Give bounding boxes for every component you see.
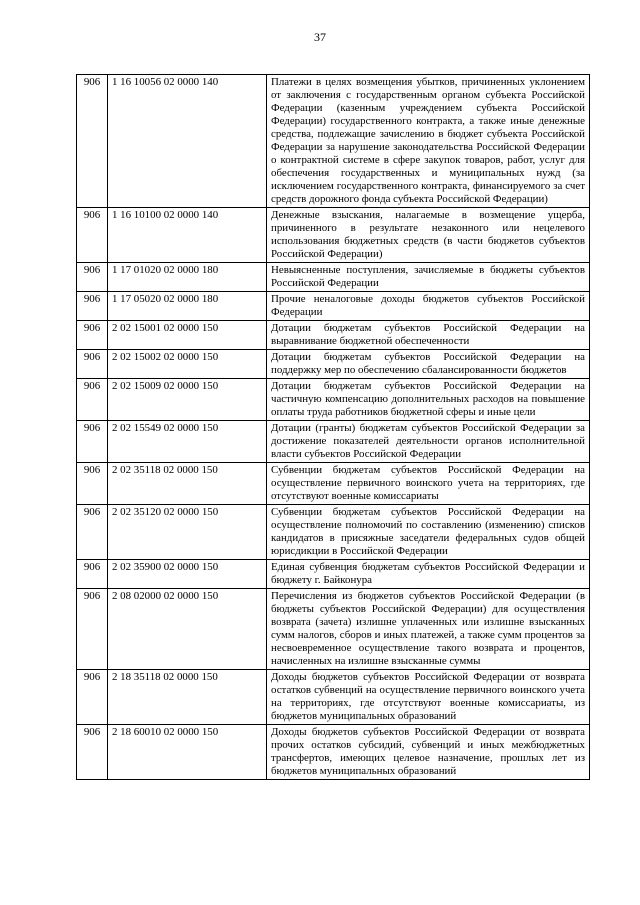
income-name-cell: Прочие неналоговые доходы бюджетов субъектов Российской Федерации (267, 292, 590, 321)
table-row (77, 421, 590, 463)
income-name-cell: Невыясненные поступления, зачисляемые в бюджеты субъектов Российской Федерации (267, 263, 590, 292)
income-name-cell: Дотации (гранты) бюджетам субъектов Российской Федерации за достижение показателей деятельности органов исполнительной власти субъектов Российской Федерации (267, 421, 590, 463)
table-row (77, 75, 590, 208)
admin-code-cell: 906 (77, 379, 108, 421)
admin-code-cell: 906 (77, 263, 108, 292)
income-code-cell: 2 02 15001 02 0000 150 (108, 321, 267, 350)
table-row (77, 321, 590, 350)
table-row (77, 725, 590, 780)
income-code-cell: 2 02 15002 02 0000 150 (108, 350, 267, 379)
table-row (77, 350, 590, 379)
income-code-cell: 2 02 35900 02 0000 150 (108, 560, 267, 589)
income-code-cell: 2 02 35118 02 0000 150 (108, 463, 267, 505)
income-name-cell: Субвенции бюджетам субъектов Российской Федерации на осуществление первичного воинского учета на территориях, где отсутствуют военные комиссариаты (267, 463, 590, 505)
income-code-cell: 1 17 05020 02 0000 180 (108, 292, 267, 321)
income-code-cell: 2 02 35120 02 0000 150 (108, 505, 267, 560)
income-name-cell: Дотации бюджетам субъектов Российской Федерации на частичную компенсацию дополнительных расходов на повышение оплаты труда работников бюджетной сферы и иные цели (267, 379, 590, 421)
table-row (77, 263, 590, 292)
income-name-cell: Перечисления из бюджетов субъектов Российской Федерации (в бюджеты субъектов Российской Федерации) для осуществления возврата (зачета) излишне уплаченных или излишне взысканных сумм налогов, сборов и иных платежей, а также сумм процентов за несвоевременное осуществление такого возврата и процентов, начисленных на излишне взысканные суммы (267, 589, 590, 670)
admin-code-cell: 906 (77, 208, 108, 263)
income-name-cell: Платежи в целях возмещения убытков, причиненных уклонением от заключения с государственным органом субъекта Российской Федерации (казенным учреждением субъекта Российской Федерации) государственного контракта, а также иные денежные средства, подлежащие зачислению в бюджет субъекта Российской Федерации за нарушение законодательства Российской Федерации о контрактной системе в сфере закупок товаров, работ, услуг для обеспечения государственных и муниципальных нужд (за исключением государственного контракта, финансируемого за счет средств дорожного фонда субъекта Российской Федерации) (267, 75, 590, 208)
admin-code-cell: 906 (77, 463, 108, 505)
admin-code-cell: 906 (77, 421, 108, 463)
income-code-cell: 2 08 02000 02 0000 150 (108, 589, 267, 670)
income-name-cell: Денежные взыскания, налагаемые в возмещение ущерба, причиненного в результате незаконного или нецелевого использования бюджетных средств (в части бюджетов субъектов Российской Федерации) (267, 208, 590, 263)
income-code-cell: 2 18 60010 02 0000 150 (108, 725, 267, 780)
table-row (77, 505, 590, 560)
income-code-cell: 1 17 01020 02 0000 180 (108, 263, 267, 292)
income-name-cell: Субвенции бюджетам субъектов Российской Федерации на осуществление полномочий по составлению (изменению) списков кандидатов в присяжные заседатели федеральных судов общей юрисдикции в Российской Федерации (267, 505, 590, 560)
table-row (77, 670, 590, 725)
admin-code-cell: 906 (77, 589, 108, 670)
admin-code-cell: 906 (77, 75, 108, 208)
income-code-cell: 2 02 15009 02 0000 150 (108, 379, 267, 421)
admin-code-cell: 906 (77, 505, 108, 560)
admin-code-cell: 906 (77, 670, 108, 725)
admin-code-cell: 906 (77, 321, 108, 350)
admin-code-cell: 906 (77, 725, 108, 780)
income-name-cell: Дотации бюджетам субъектов Российской Федерации на поддержку мер по обеспечению сбалансированности бюджетов (267, 350, 590, 379)
income-name-cell: Доходы бюджетов субъектов Российской Федерации от возврата остатков субвенций на осуществление первичного воинского учета на территориях, где отсутствуют военные комиссариаты, из бюджетов муниципальных образований (267, 670, 590, 725)
admin-code-cell: 906 (77, 560, 108, 589)
income-code-cell: 1 16 10056 02 0000 140 (108, 75, 267, 208)
income-code-cell: 1 16 10100 02 0000 140 (108, 208, 267, 263)
table-row (77, 379, 590, 421)
table-row (77, 463, 590, 505)
table-row (77, 208, 590, 263)
income-name-cell: Дотации бюджетам субъектов Российской Федерации на выравнивание бюджетной обеспеченности (267, 321, 590, 350)
budget-classification-table (76, 74, 590, 780)
income-code-cell: 2 18 35118 02 0000 150 (108, 670, 267, 725)
income-code-cell: 2 02 15549 02 0000 150 (108, 421, 267, 463)
table-row (77, 589, 590, 670)
income-name-cell: Доходы бюджетов субъектов Российской Федерации от возврата прочих остатков субсидий, субвенций и иных межбюджетных трансфертов, имеющих целевое назначение, прошлых лет из бюджетов муниципальных образований (267, 725, 590, 780)
table-row (77, 292, 590, 321)
table-body (77, 75, 590, 780)
income-name-cell: Единая субвенция бюджетам субъектов Российской Федерации и бюджету г. Байконура (267, 560, 590, 589)
page-number: 37 (314, 30, 326, 44)
table-row (77, 560, 590, 589)
admin-code-cell: 906 (77, 350, 108, 379)
admin-code-cell: 906 (77, 292, 108, 321)
